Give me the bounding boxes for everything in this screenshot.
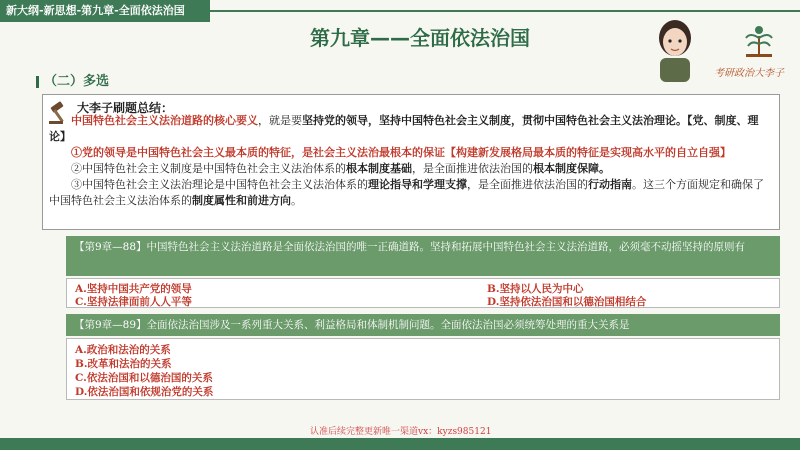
section-label: （二）多选: [44, 74, 110, 89]
summary-emphasis: 坚持党的领导，坚持中国特色社会主义制度，贯彻中国特色社会主义法治理论。: [302, 114, 687, 127]
brand-name: 考研政治大李子: [714, 68, 784, 79]
option-b[interactable]: B.改革和法治的关系: [75, 358, 172, 370]
summary-tag: 【党、制度、理论】: [49, 114, 759, 143]
summary-emphasis: 根本制度保障。: [533, 162, 610, 175]
option-b[interactable]: B.坚持以人民为中心: [487, 283, 584, 295]
question-89: 【第9章—89】全面依法治国涉及一系列重大关系、利益格局和体制机制问题。全面依法治国必须统筹处理的重大关系是: [66, 314, 780, 336]
watermark: 认准后续完整更新唯一渠道vx：kyzs985121: [310, 427, 492, 437]
summary-text: ，是全面推进依法治国的: [467, 178, 588, 191]
section-marker: [36, 76, 39, 88]
footer-bar: [0, 438, 800, 450]
summary-emphasis: 行动指南: [588, 178, 632, 191]
option-c[interactable]: C.依法治国和以德治国的关系: [75, 372, 213, 384]
header-divider: [210, 10, 800, 12]
summary-text: ，是全面推进依法治国的: [412, 162, 533, 175]
summary-text: 。: [291, 194, 302, 207]
tree-seal-icon: [740, 22, 778, 58]
summary-emphasis: 根本制度基础: [346, 162, 412, 175]
summary-point-1: ①党的领导是中国特色社会主义最本质的特征，是社会主义法治最根本的保证【构建新发展格局最本质的特征是实现高水平的自立自强】: [71, 146, 731, 159]
summary-body: [49, 113, 773, 209]
summary-emphasis: 理论指导和学理支撑: [368, 178, 467, 191]
avatar-icon: [650, 16, 700, 82]
breadcrumb: 新大纲-新思想-第九章-全面依法治国: [0, 0, 210, 22]
summary-text: 。这三个方面规定和确保了中国特色社会主义法治体系的: [49, 178, 764, 207]
question-88-options: [66, 278, 780, 308]
question-88: 【第9章—88】中国特色社会主义法治道路是全面依法治国的唯一正确道路。坚持和拓展中国特色社会主义法治道路，必须毫不动摇坚持的原则有: [66, 236, 780, 276]
summary-text: ，就是要: [258, 114, 302, 127]
summary-text: ②中国特色社会主义制度是中国特色社会主义法治体系的: [71, 162, 346, 175]
option-d[interactable]: D.坚持依法治国和以德治国相结合: [487, 296, 647, 308]
summary-core-term: 中国特色社会主义法治道路的核心要义: [71, 114, 258, 127]
option-c[interactable]: C.坚持法律面前人人平等: [75, 296, 192, 308]
summary-emphasis: 制度属性和前进方向: [192, 194, 291, 207]
summary-box: [42, 94, 780, 230]
option-d[interactable]: D.依法治国和依规治党的关系: [75, 386, 214, 398]
option-a[interactable]: A.坚持中国共产党的领导: [75, 283, 192, 295]
brand-logo: [650, 16, 790, 82]
page-title: 第九章——全面依法治国: [310, 26, 530, 50]
summary-text: ③中国特色社会主义法治理论是中国特色社会主义法治体系的: [71, 178, 368, 191]
question-89-options: [66, 338, 780, 400]
option-a[interactable]: A.政治和法治的关系: [75, 344, 171, 356]
summary-title: 大李子刷题总结：: [77, 101, 174, 115]
